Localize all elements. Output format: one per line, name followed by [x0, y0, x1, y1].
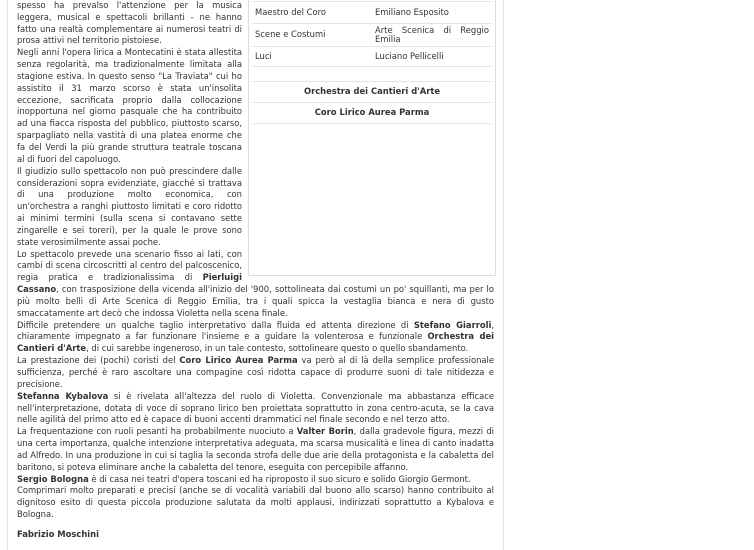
paragraph: Negli anni l'opera lirica a Montecatini è stata allestita senza regolarità, ma tradizionalmente limitata alla stagione estiva. In questo senso "La Traviata" cui ho assistito il 31 marzo scorso è stata un'insolita eccezione, sacrificata proprio dalla collocazione inopportuna nel giorno pasquale che ha contribuito ad una fiacca risposta del pubblico, piuttosto scarso, sparpagliato nella vastità di una platea enorme che fa del Verdi la più grande struttura teatrale toscana al di fuori del capoluogo. — [17, 47, 242, 164]
credits-row — [253, 24, 491, 47]
paragraph: Il giudizio sullo spettacolo non può prescindere dalle considerazioni sopra evidenziate, giacché si trattava di una produzione molto economica, con un'orchestra a ranghi piuttosto limitati e coro ridotto ai minimi termini (sulla scena si contavano sette zingarelle e sei toreri), per la quale le prove sono state verosimilmente assai poche. — [17, 165, 242, 247]
paragraph: La frequentazione con ruoli pesanti ha probabilmente nuociuto a Valter Borin, dalla gradevole figura, mezzi di una certa importanza, qualche intenzione interpretativa adeguata, ma scarsa musicalità e linea di canto inadatta ad Alfredo. In una produzione in cui si taglia la seconda strofa delle due arie della protagonista e la cabaletta del baritono, si poteva eliminare anche la cabaletta del tenore, eseguita con percepibile affanno. — [17, 426, 494, 472]
orchestra-name: Orchestra dei Cantieri d'Arte — [17, 331, 494, 354]
ensemble-orchestra: Orchestra dei Cantieri d'Arte — [253, 82, 491, 103]
paragraph: spesso ha prevalso l'attenzione per la musica leggera, musical e spettacoli brillanti - ne hanno fatto una realtà complementare ai numerosi teatri di prosa attivi nel territorio pistoiese. — [17, 0, 242, 46]
credit-role: Scene e Costumi — [253, 24, 373, 47]
credits-ensemble-row — [253, 103, 491, 124]
credits-table — [253, 1, 491, 124]
credits-ensemble-row — [253, 82, 491, 103]
soprano-name: Stefanna Kybalova — [17, 390, 109, 401]
credit-name: Arte Scenica di Reggio Emilia — [373, 24, 491, 47]
credit-role: Luci — [253, 47, 373, 67]
tenor-name: Valter Borin — [296, 426, 354, 437]
paragraph: Lo spettacolo prevede una scenario fisso ai lati, con cambi di scena circoscritti al centro del palcoscenico, regia pratica e tradizionalissima di Pierluigi Cassano, con trasposizione della vicenda all'inizio del '900, sottolineata dai costumi un po' squillanti, ma per lo più molto belli di Arte Scenica di Reggio Emilia, tra i quali spicca la vestaglia bianca e nera di gusto smaccatamente art decò che indossa Violetta nella scena finale. — [17, 248, 494, 318]
paragraph: La prestazione dei (pochi) coristi del Coro Lirico Aurea Parma va però al di là della semplice professionale sufficienza, perché è raro ascoltare una compagine così ridotta capace di produrre suoni di tale nitidezza e precisione. — [17, 355, 494, 389]
credits-box — [248, 0, 496, 276]
conductor-name: Stefano Giarroli — [413, 319, 492, 330]
paragraph: Difficile pretendere un qualche taglio interpretativo dalla fluida ed attenta direzione di Stefano Giarroli, chiaramente impegnato a far funzionare l'insieme e a guidare la volenterosa e funzionale Orchestra dei Cantieri d'Arte, di cui sarebbe ingeneroso, in un tale contesto, sottolineare questo o quello sbandamento. — [17, 319, 494, 354]
baritone-name: Sergio Bologna — [17, 473, 89, 484]
credits-row — [253, 47, 491, 67]
director-name: Pierluigi Cassano — [17, 272, 242, 295]
paragraph: Sergio Bologna è di casa nei teatri d'opera toscani ed ha riproposto il suo sicuro e solido Giorgio Germont. — [17, 473, 471, 484]
choir-name: Coro Lirico Aurea Parma — [179, 355, 298, 366]
credits-spacer — [253, 67, 491, 82]
credit-name: Luciano Pellicelli — [373, 47, 491, 67]
paragraph: Stefanna Kybalova si è rivelata all'altezza del ruolo di Violetta. Convenzionale ma abbastanza efficace nell'interpretazione, dotata di voce di soprano lirico ben proiettata soprattutto in zona centro-acuta, se la cava nelle agilità del primo atto ed è capace di buoni accenti drammatici nel finale secondo e nel terzo atto. — [17, 390, 495, 425]
author-signature: Fabrizio Moschini — [17, 528, 99, 539]
credit-name: Emiliano Esposito — [373, 2, 491, 24]
review-article — [17, 0, 494, 541]
credit-role: Maestro del Coro — [253, 2, 373, 24]
paragraph: Comprimari molto preparati e precisi (anche se di vocalità variabili dal buono allo scarso) hanno contribuito al dignitoso esito di questa piccola produzione salutata da molti applausi, indirizzati soprattutto a Kybalova e Bologna. — [17, 485, 494, 520]
ensemble-choir: Coro Lirico Aurea Parma — [253, 103, 491, 124]
credits-row — [253, 2, 491, 24]
